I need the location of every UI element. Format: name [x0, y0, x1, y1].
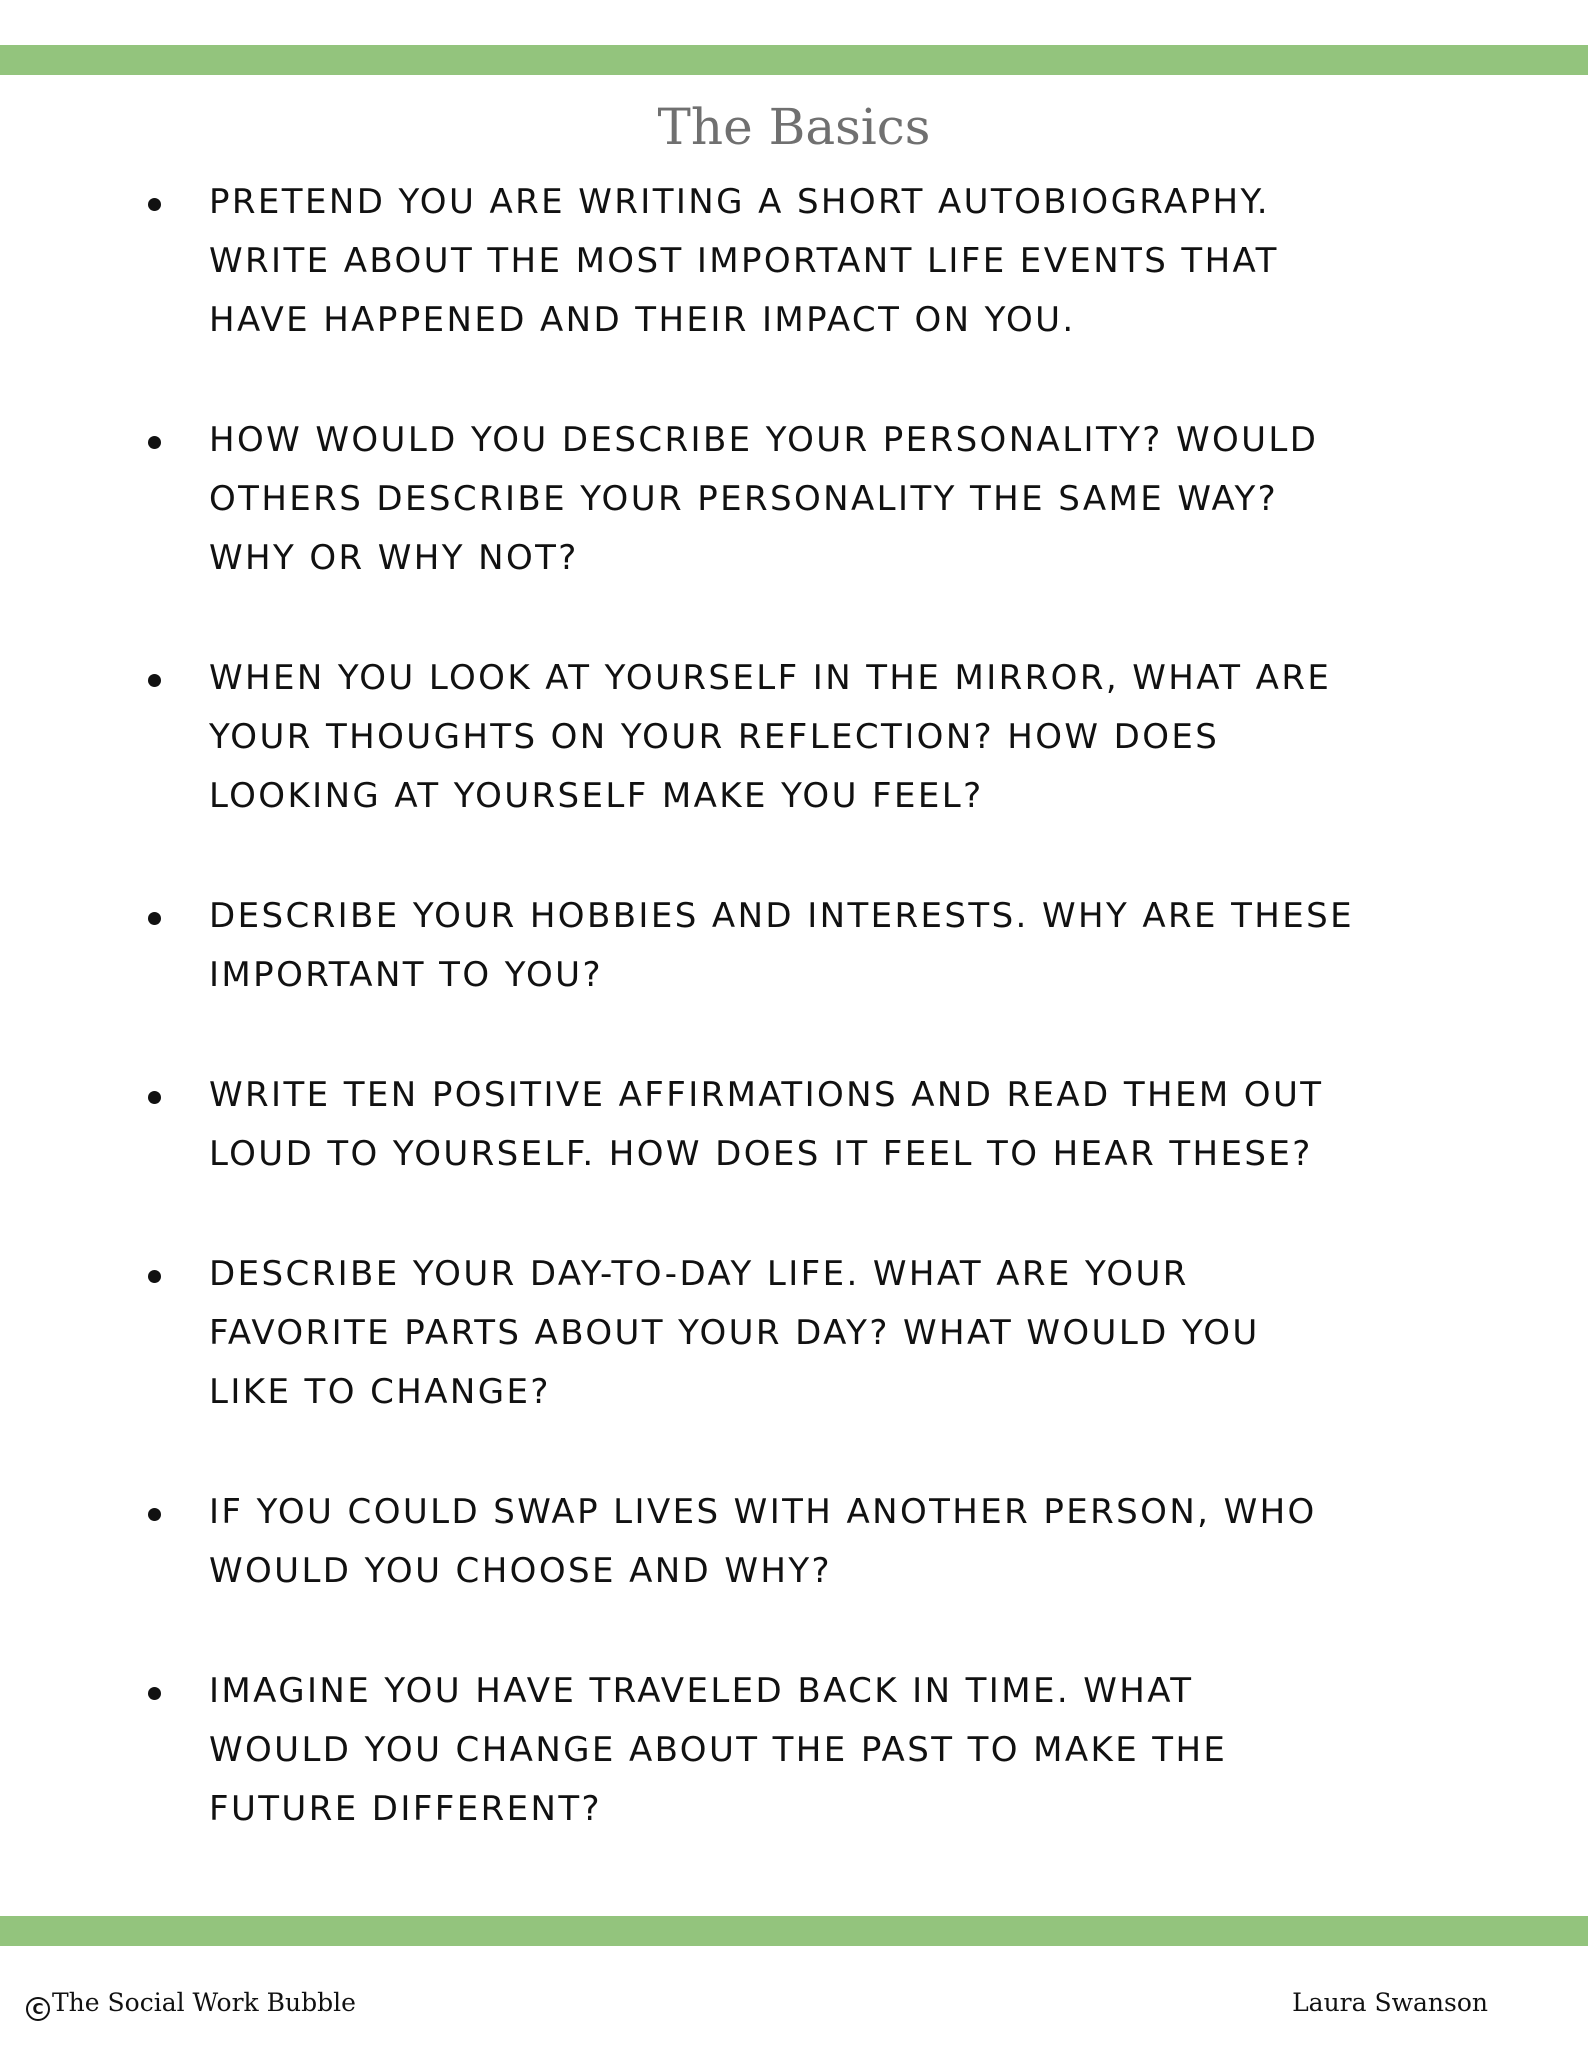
prompt-line: DESCRIBE YOUR HOBBIES AND INTERESTS. WHY ARE THESE — [209, 896, 1354, 936]
prompt-line: PRETEND YOU ARE WRITING A SHORT AUTOBIOGRAPHY. — [209, 182, 1270, 222]
prompt-line: WRITE TEN POSITIVE AFFIRMATIONS AND READ THEM OUT — [209, 1075, 1324, 1115]
footer-brand: The Social Work Bubble — [52, 1988, 356, 2017]
prompt-line: HAVE HAPPENED AND THEIR IMPACT ON YOU. — [209, 300, 1076, 340]
copyright-icon: C — [26, 1997, 50, 2021]
prompt-line: IMAGINE YOU HAVE TRAVELED BACK IN TIME. WHAT — [209, 1671, 1194, 1711]
bullet-icon — [148, 912, 161, 925]
prompt-line: LOOKING AT YOURSELF MAKE YOU FEEL? — [209, 776, 984, 816]
prompt-line: HOW WOULD YOU DESCRIBE YOUR PERSONALITY? WOULD — [209, 420, 1319, 460]
bullet-icon — [148, 198, 161, 211]
footer-copyright — [26, 1986, 356, 2021]
prompt-line: FUTURE DIFFERENT? — [209, 1789, 602, 1829]
bullet-icon — [148, 1687, 161, 1700]
prompt-line: WHEN YOU LOOK AT YOURSELF IN THE MIRROR, WHAT ARE — [209, 658, 1332, 698]
bullet-icon — [148, 436, 161, 449]
prompt-line: FAVORITE PARTS ABOUT YOUR DAY? WHAT WOULD YOU — [209, 1313, 1260, 1353]
prompt-line: WOULD YOU CHOOSE AND WHY? — [209, 1551, 832, 1591]
prompt-line: DESCRIBE YOUR DAY-TO-DAY LIFE. WHAT ARE YOUR — [209, 1254, 1189, 1294]
prompt-line: LOUD TO YOURSELF. HOW DOES IT FEEL TO HEAR THESE? — [209, 1134, 1313, 1174]
prompt-line: IMPORTANT TO YOU? — [209, 955, 603, 995]
prompt-line: WOULD YOU CHANGE ABOUT THE PAST TO MAKE THE — [209, 1730, 1228, 1770]
prompt-line: OTHERS DESCRIBE YOUR PERSONALITY THE SAME WAY? — [209, 479, 1279, 519]
bullet-icon — [148, 1508, 161, 1521]
bullet-icon — [148, 1091, 161, 1104]
bottom-accent-bar — [0, 1916, 1588, 1946]
prompt-line: YOUR THOUGHTS ON YOUR REFLECTION? HOW DOES — [209, 717, 1220, 757]
page-title: The Basics — [657, 98, 931, 156]
prompt-line: WHY OR WHY NOT? — [209, 538, 579, 578]
prompt-line: LIKE TO CHANGE? — [209, 1372, 551, 1412]
bullet-icon — [148, 674, 161, 687]
top-accent-bar — [0, 45, 1588, 75]
footer-author: Laura Swanson — [1292, 1988, 1488, 2017]
prompt-line: WRITE ABOUT THE MOST IMPORTANT LIFE EVENTS THAT — [209, 241, 1279, 281]
prompt-line: IF YOU COULD SWAP LIVES WITH ANOTHER PERSON, WHO — [209, 1492, 1317, 1532]
bullet-icon — [148, 1270, 161, 1283]
